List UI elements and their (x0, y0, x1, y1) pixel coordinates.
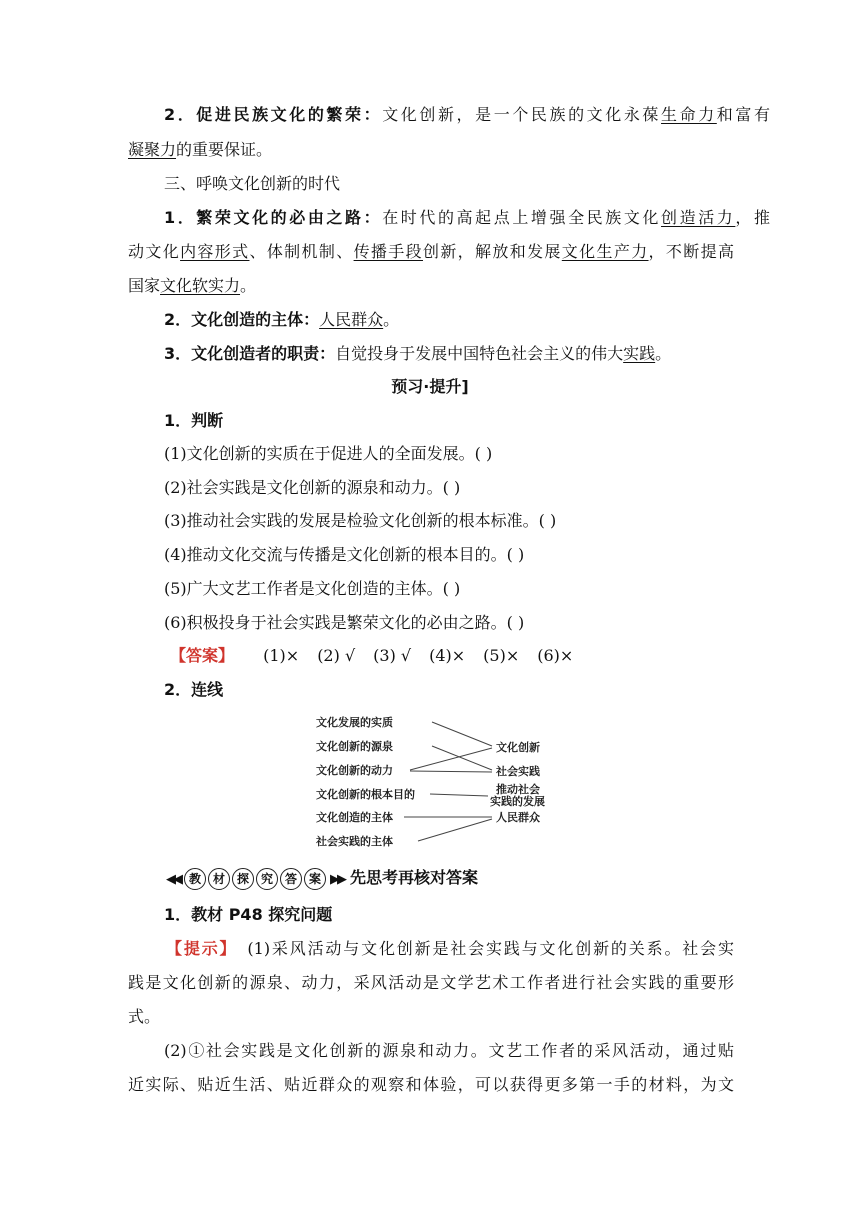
underlined-term: 创造活力 (661, 208, 736, 227)
match-line (418, 819, 492, 841)
judge-item: (1)文化创新的实质在于促进人的全面发展。( ) (164, 444, 493, 463)
hint-line4: (2)①社会实践是文化创新的源泉和动力。文艺工作者的采风活动，通过贴 (164, 1041, 734, 1060)
badge-char: 究 (256, 868, 278, 890)
item-label: 1．繁荣文化的必由之路： (164, 208, 383, 227)
judge-item: (4)推动文化交流与传播是文化创新的根本目的。( ) (164, 545, 525, 564)
judge-item: (2)社会实践是文化创新的源泉和动力。( ) (164, 478, 461, 497)
text: 在时代的高起点上增强全民族文化 (382, 208, 662, 227)
paragraph-creator-duty (164, 344, 770, 364)
text: ，推 (735, 208, 770, 227)
paragraph-necessary-path-line3 (128, 276, 734, 296)
match-line (410, 748, 492, 770)
match-right-item: 实践的发展 (490, 795, 545, 808)
underlined-term: 生命力 (661, 105, 717, 124)
underlined-term: 凝聚力 (128, 140, 177, 159)
match-left-item: 文化发展的实质 (316, 716, 393, 729)
match-line (432, 722, 492, 746)
match-left-item: 文化创新的源泉 (316, 740, 393, 753)
hint-line1 (166, 939, 734, 959)
underlined-term: 人民群众 (319, 310, 384, 329)
answer-value: (5)× (483, 646, 520, 665)
hint-line5: 近实际、贴近生活、贴近群众的观察和体验，可以获得更多第一手的材料，为文 (128, 1075, 734, 1094)
match-line (410, 771, 492, 772)
text: 。 (383, 310, 400, 329)
text: 。 (240, 276, 257, 295)
paragraph-creation-subject (164, 310, 770, 330)
text: ，不断提高 (648, 242, 734, 261)
hint-line3: 式。 (128, 1007, 161, 1026)
question-judge-label: 1．判断 (164, 411, 224, 430)
underlined-term: 文化生产力 (561, 242, 649, 261)
underlined-term: 内容形式 (180, 242, 250, 261)
text: 。 (655, 344, 672, 363)
exploration-title: 1．教材 P48 探究问题 (164, 905, 333, 924)
hint-label: 【提示】 (166, 939, 238, 958)
paragraph-culture-prosperity-line2 (128, 140, 734, 160)
underlined-term: 文化软实力 (160, 276, 241, 295)
hint-line2: 践是文化创新的源泉、动力，采风活动是文学艺术工作者进行社会实践的重要形 (128, 973, 734, 992)
match-line (430, 794, 488, 796)
section-heading: 三、呼唤文化创新的时代 (164, 174, 341, 193)
text: 的重要保证。 (176, 140, 273, 159)
badge-char: 案 (304, 868, 326, 890)
badge-char: 探 (232, 868, 254, 890)
match-right-item: 人民群众 (496, 811, 540, 824)
text: 动文化 (128, 242, 181, 261)
matching-diagram (300, 708, 570, 856)
text: 国家 (128, 276, 161, 295)
answer-value: (1)× (263, 646, 300, 665)
badge-char: 答 (280, 868, 302, 890)
answer-row (170, 646, 776, 666)
match-left-item: 文化创新的根本目的 (316, 788, 415, 801)
banner-text: 先思考再核对答案 (350, 868, 479, 887)
match-line (432, 746, 492, 770)
answer-banner (166, 866, 772, 892)
item-label: 3．文化创造者的职责： (164, 344, 336, 363)
match-right-item: 推动社会 (496, 783, 540, 796)
answer-value: (2) √ (317, 646, 356, 665)
answer-value: (3) √ (373, 646, 412, 665)
paragraph-culture-prosperity-line1 (164, 105, 770, 125)
answer-label: 【答案】 (170, 646, 235, 665)
badge-char: 材 (208, 868, 230, 890)
judge-item: (5)广大文艺工作者是文化创造的主体。( ) (164, 579, 461, 598)
judge-item: (3)推动社会实践的发展是检验文化创新的根本标准。( ) (164, 511, 557, 530)
underlined-term: 实践 (623, 344, 656, 363)
text: 文化创新，是一个民族的文化永葆 (382, 105, 662, 124)
text: (1)采风活动与文化创新是社会实践与文化创新的关系。社会实 (247, 939, 734, 958)
text: 和富有 (716, 105, 770, 124)
paragraph-necessary-path-line1 (164, 208, 770, 228)
double-right-arrow-icon: ▶▶ (330, 872, 344, 887)
item-label: 2．促进民族文化的繁荣： (164, 105, 383, 124)
badge-char: 教 (184, 868, 206, 890)
question-match-label: 2．连线 (164, 680, 224, 699)
item-label: 2．文化创造的主体： (164, 310, 320, 329)
underlined-term: 传播手段 (353, 242, 423, 261)
text: 、体制机制、 (249, 242, 354, 261)
text: 创新，解放和发展 (422, 242, 562, 261)
paragraph-necessary-path-line2 (128, 242, 734, 262)
text: 自觉投身于发展中国特色社会主义的伟大 (335, 344, 624, 363)
judge-item: (6)积极投身于社会实践是繁荣文化的必由之路。( ) (164, 613, 525, 632)
answer-value: (4)× (429, 646, 466, 665)
match-left-item: 文化创新的动力 (316, 764, 393, 777)
match-right-item: 社会实践 (496, 765, 540, 778)
section-title: 预习·提升] (391, 377, 469, 396)
answer-value: (6)× (537, 646, 574, 665)
double-left-arrow-icon: ◀◀ (166, 872, 180, 887)
match-right-item: 文化创新 (496, 741, 540, 754)
match-left-item: 社会实践的主体 (316, 835, 393, 848)
match-left-item: 文化创造的主体 (316, 811, 393, 824)
